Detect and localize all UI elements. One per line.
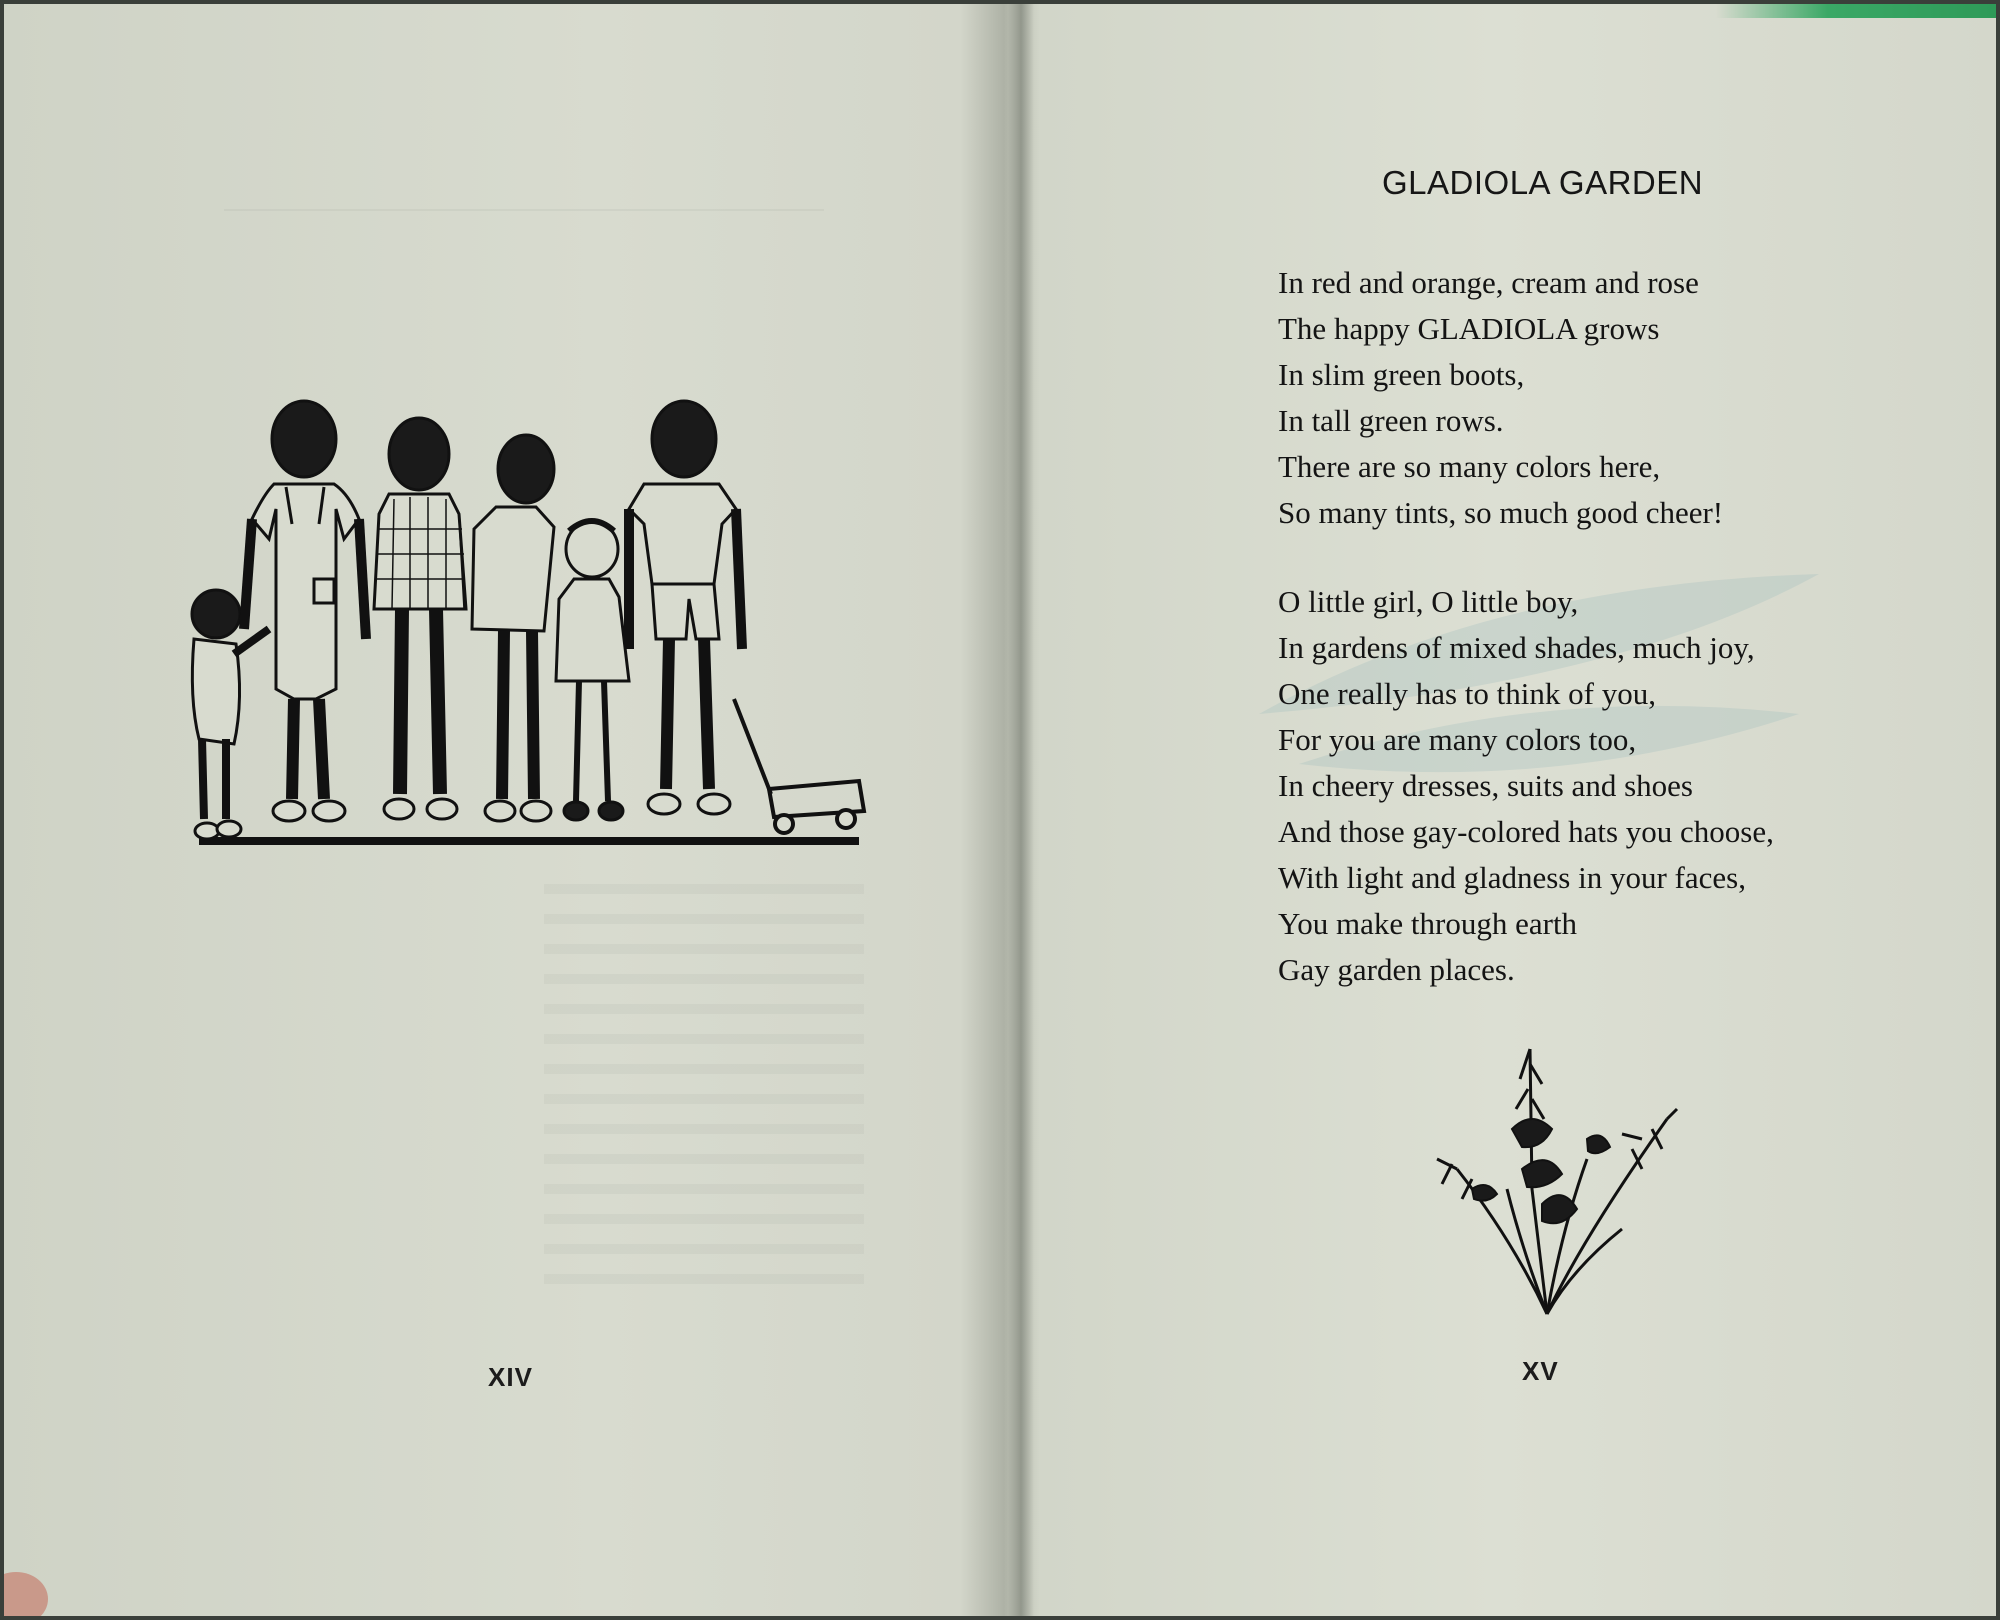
page-number-left: XIV [488, 1362, 533, 1392]
book-spread [4, 4, 1996, 1616]
poem-line: The happy GLADIOLA grows [1278, 311, 1660, 346]
show-through-block [224, 209, 824, 391]
left-page [4, 4, 1016, 1616]
poem-line: For you are many colors too, [1278, 722, 1637, 757]
poem-line: You make through earth [1278, 906, 1578, 941]
poem-stanza-2 [1278, 579, 1774, 993]
poem-line: One really has to think of you, [1278, 676, 1656, 711]
poem-line: So many tints, so much good cheer! [1278, 495, 1724, 530]
page-number-right: XV [1522, 1356, 1559, 1386]
poem-line: In gardens of mixed shades, much joy, [1278, 630, 1755, 665]
poem-line: There are so many colors here, [1278, 449, 1661, 484]
poem-line: In cheery dresses, suits and shoes [1278, 768, 1693, 803]
show-through-block [544, 884, 864, 1304]
poem-line: In red and orange, cream and rose [1278, 265, 1699, 300]
gladiola-flower-icon [1412, 1039, 1682, 1319]
poem-line: And those gay-colored hats you choose, [1278, 814, 1774, 849]
poem-line: In tall green rows. [1278, 403, 1504, 438]
poem-title: GLADIOLA GARDEN [1382, 164, 1704, 201]
poem-line: In slim green boots, [1278, 357, 1525, 392]
poem-stanza-1 [1278, 260, 1723, 536]
poem-line: Gay garden places. [1278, 952, 1515, 987]
green-cover-edge [1716, 4, 1996, 18]
children-group-illustration [174, 399, 884, 879]
book-gutter [1008, 4, 1034, 1616]
poem-line: O little girl, O little boy, [1278, 584, 1579, 619]
poem-line: With light and gladness in your faces, [1278, 860, 1746, 895]
